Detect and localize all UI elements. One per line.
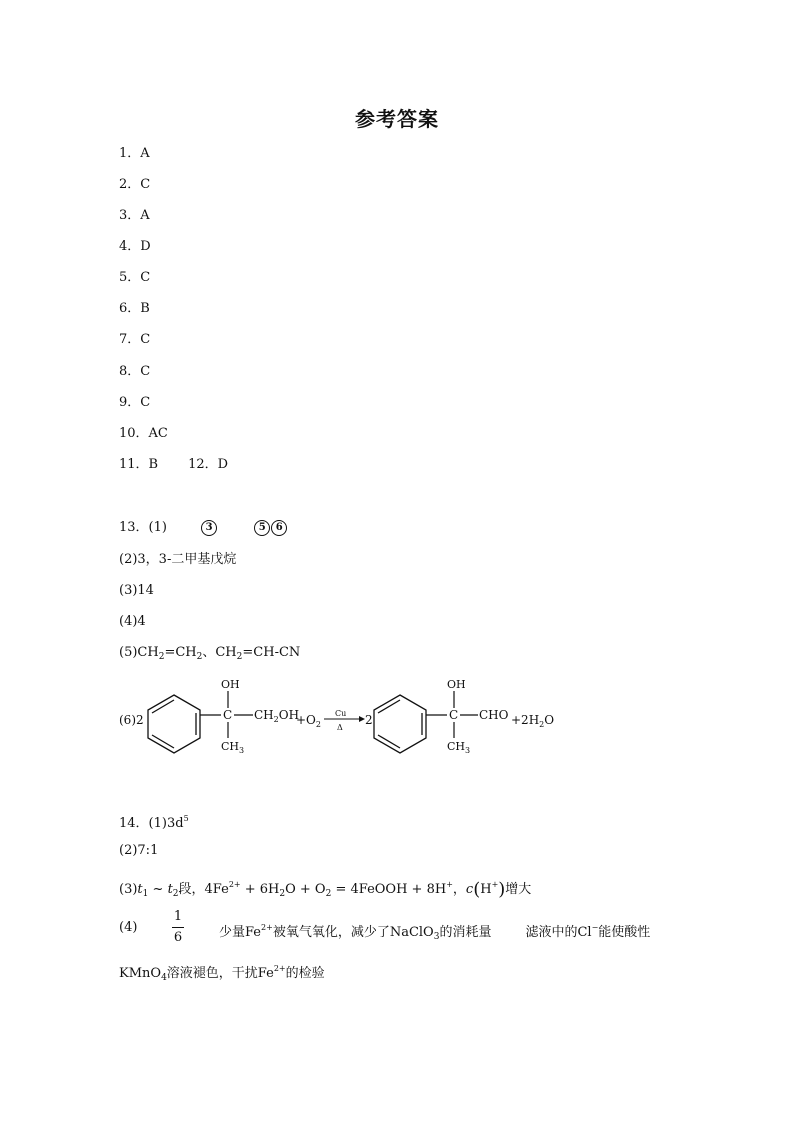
circled-number: 5 xyxy=(254,520,270,536)
answer-8: 8．C xyxy=(119,364,151,379)
q13-part2: (2)3，3-二甲基戊烷 xyxy=(119,552,237,567)
q14-part4-continued: KMnO$_4$溶液褪色，干扰$Fe^{2+}$的检验 xyxy=(119,964,325,983)
q13-part4: (4)4 xyxy=(119,614,146,629)
hydroxyl-label-2: OH xyxy=(447,678,466,691)
central-carbon-2: C xyxy=(449,708,459,722)
methyl-label-2: $CH_3$ xyxy=(447,740,471,755)
heat-label: Δ xyxy=(337,723,343,732)
product-coefficient: 2 xyxy=(365,713,373,727)
answer-3: 3．A xyxy=(119,208,150,223)
answer-6: 6．B xyxy=(119,301,150,316)
q13-part5: $(5)CH_2=CH_2$、$CH_2=CH-CN$ xyxy=(119,645,301,662)
answer-11-12: 11．B 12．D xyxy=(119,457,229,472)
answer-10: 10．AC xyxy=(119,426,168,441)
q14-part3: $(3)t_1$ ~ $t_2$段，$4Fe^{2+} + 6H_2O + O_2$ = 4FeOOH + 8H+，c(H+)增大 xyxy=(119,879,532,900)
circled-number: 3 xyxy=(201,520,217,536)
answer-2: 2．C xyxy=(119,177,151,192)
q14-part4-reason: 少量$Fe^{2+}$被氧气氧化，减少了NaClO$_3$的消耗量 滤液中的Cl−能使酸性 xyxy=(219,923,651,942)
fraction-one-sixth: 1 6 xyxy=(173,909,183,945)
page-title: 参考答案 xyxy=(355,107,439,131)
q14-part1: 14．$(1)3d^5$ xyxy=(119,814,189,831)
aldehyde-label: CHO xyxy=(479,708,509,722)
methyl-label: $CH_3$ xyxy=(221,740,245,755)
answer-5: 5．C xyxy=(119,270,151,285)
answer-7: 7．C xyxy=(119,332,151,347)
circled-number: 6 xyxy=(271,520,287,536)
answer-1: 1．A xyxy=(119,146,150,161)
q14-part4-label: (4) xyxy=(119,920,138,935)
answer-4: 4．D xyxy=(119,239,151,254)
benzene-ring-1 xyxy=(148,695,200,753)
q13-part3: (3)14 xyxy=(119,583,154,598)
q14-part2: (2)7:1 xyxy=(119,843,159,858)
benzene-ring-2 xyxy=(374,695,426,753)
q13-part6-reaction-equation xyxy=(115,672,575,762)
ch2oh-label: $CH_2OH$ xyxy=(254,708,300,724)
reaction-lead-text: (6)2 xyxy=(119,713,144,727)
q13-part1: 13．(1) 3 5 6 xyxy=(119,519,288,537)
oxygen-reagent: $+O_2$ xyxy=(296,713,321,729)
catalyst-label: Cu xyxy=(335,709,347,718)
hydroxyl-label: OH xyxy=(221,678,240,691)
answer-9: 9．C xyxy=(119,395,151,410)
central-carbon: C xyxy=(223,708,233,722)
water-product: $+2H_2O$ xyxy=(511,713,555,729)
